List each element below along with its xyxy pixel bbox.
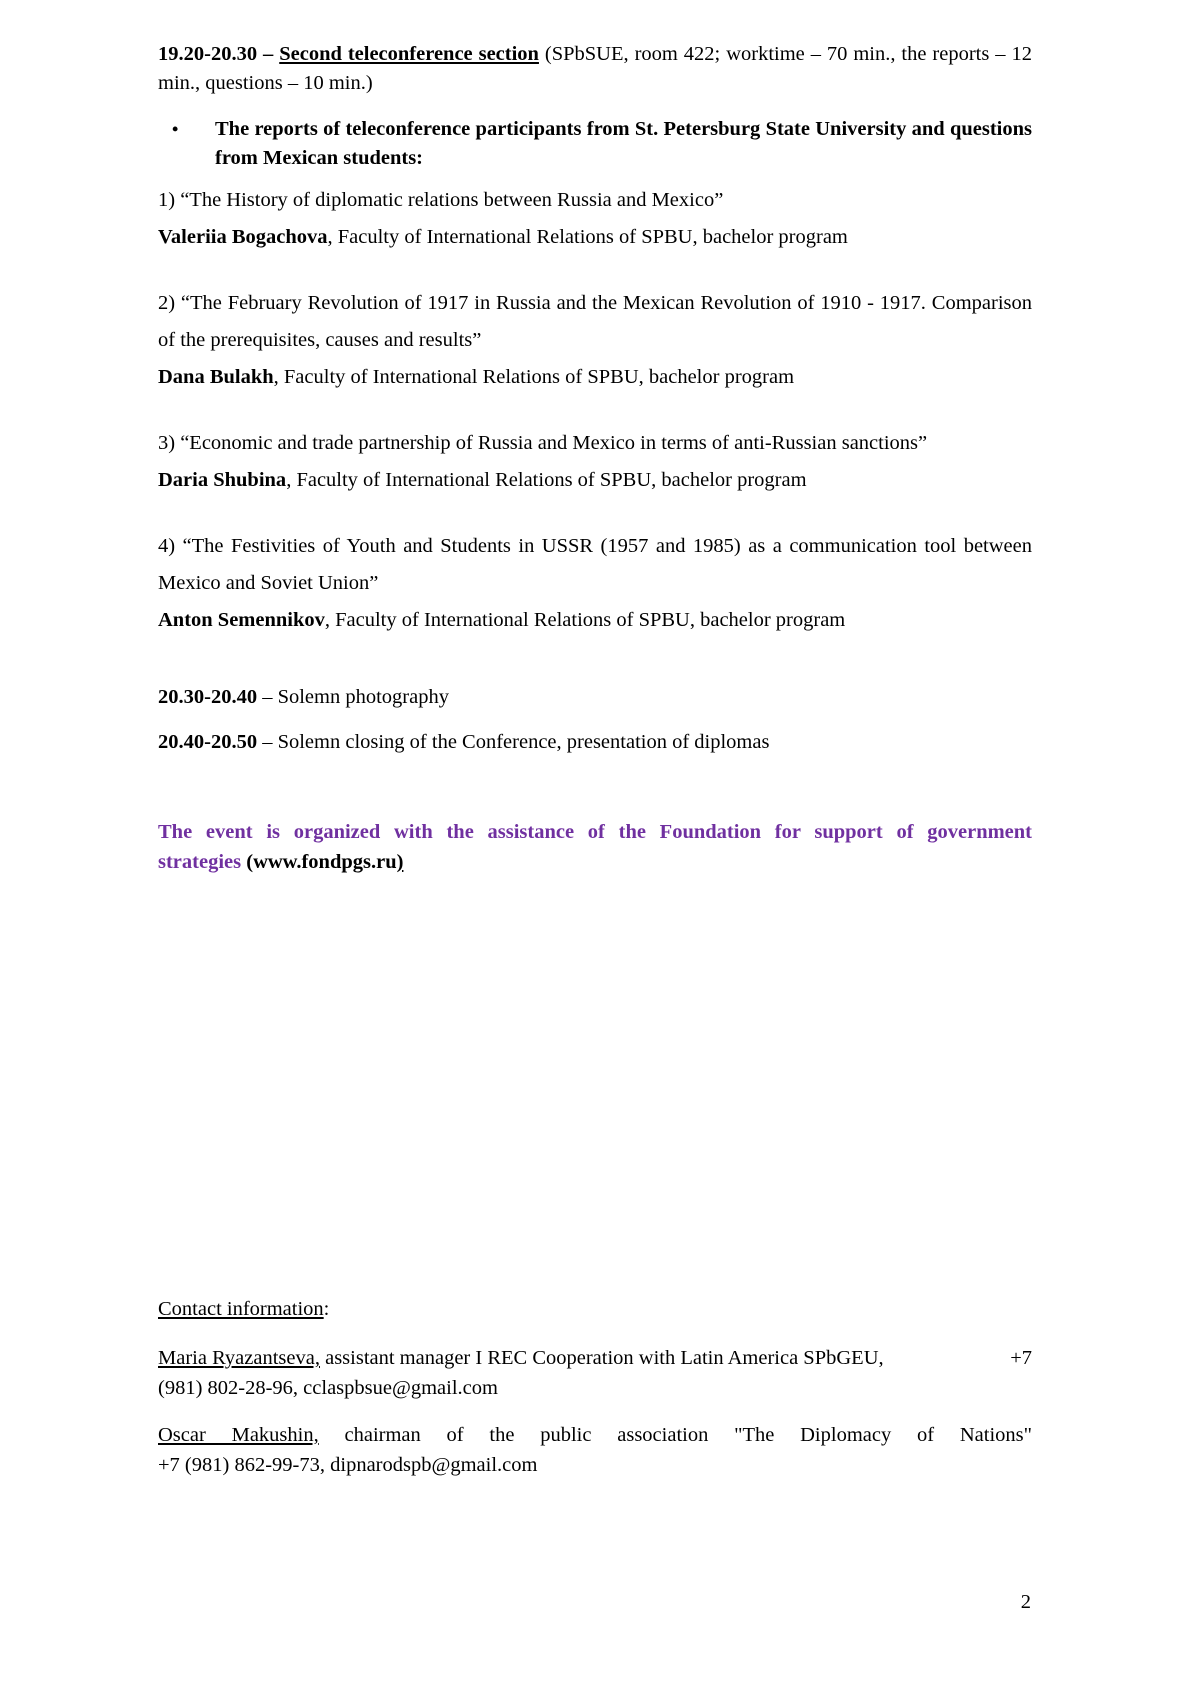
report-author-line bbox=[158, 462, 1032, 499]
time-range: 19.20-20.30 bbox=[158, 43, 258, 65]
schedule-text: – Solemn photography bbox=[257, 686, 449, 708]
contact-name: Maria Ryazantseva, bbox=[158, 1347, 320, 1369]
contact-heading-colon: : bbox=[323, 1298, 330, 1320]
section-details: (SPbSUE, room 422; worktime – 70 min., the reports – 12 min., questions – 10 min.) bbox=[158, 43, 1032, 94]
paren-close: ) bbox=[396, 851, 404, 873]
report-title: 3) “Economic and trade partnership of Russia and Mexico in terms of anti-Russian sanctions” bbox=[158, 432, 928, 454]
bullet-item bbox=[158, 115, 1032, 173]
contact-role: assistant manager I REC Cooperation with Latin America SPbGEU, bbox=[319, 1347, 884, 1369]
author-name: Anton Semennikov bbox=[158, 609, 325, 631]
author-affiliation: , Faculty of International Relations of SPBU, bachelor program bbox=[327, 226, 848, 248]
report-author-line bbox=[158, 359, 1032, 396]
page-number: 2 bbox=[1020, 1591, 1031, 1613]
contact-maria-line1 bbox=[158, 1343, 1032, 1373]
contact-oscar-line2: +7 (981) 862-99-73, dipnarodspb@gmail.com bbox=[158, 1454, 538, 1476]
contact-maria-left bbox=[158, 1343, 884, 1373]
report-item bbox=[158, 285, 1032, 396]
report-author-line bbox=[158, 602, 1032, 639]
contact-phone-code: +7 bbox=[1010, 1347, 1032, 1369]
report-item bbox=[158, 182, 1032, 256]
bullet-text: The reports of teleconference participants from St. Petersburg State University and questions from Mexican students: bbox=[215, 118, 1032, 169]
schedule-time: 20.30-20.40 bbox=[158, 686, 258, 708]
schedule-heading bbox=[158, 40, 1032, 98]
report-title: 4) “The Festivities of Youth and Students in USSR (1957 and 1985) as a communication tool between Mexico and Soviet Union” bbox=[158, 535, 1032, 594]
contact-oscar-line1 bbox=[158, 1420, 1032, 1450]
author-name: Dana Bulakh bbox=[158, 366, 274, 388]
schedule-time: 20.40-20.50 bbox=[158, 731, 258, 753]
report-item bbox=[158, 425, 1032, 499]
contact-maria bbox=[158, 1343, 1032, 1403]
page-content bbox=[158, 40, 1032, 1480]
bullet-icon: • bbox=[172, 119, 179, 139]
author-affiliation: , Faculty of International Relations of SPBU, bachelor program bbox=[324, 609, 846, 631]
contact-role: chairman of the public association "The Diplomacy of Nations" bbox=[318, 1424, 1032, 1446]
author-affiliation: , Faculty of International Relations of SPBU, bachelor program bbox=[273, 366, 795, 388]
contact-maria-line2: (981) 802-28-96, cclaspbsue@gmail.com bbox=[158, 1377, 498, 1399]
author-name: Valeriia Bogachova bbox=[158, 226, 328, 248]
contact-oscar bbox=[158, 1420, 1032, 1480]
schedule-text: – Solemn closing of the Conference, presentation of diplomas bbox=[257, 731, 770, 753]
paren-open: ( bbox=[241, 851, 254, 873]
author-name: Daria Shubina bbox=[158, 469, 287, 491]
contact-section bbox=[158, 1295, 1032, 1480]
vertical-spacer bbox=[158, 877, 1032, 1295]
foundation-url: www.fondpgs.ru bbox=[253, 851, 397, 873]
foundation-line2 bbox=[158, 847, 1032, 877]
report-author-line bbox=[158, 219, 1032, 256]
section-title: Second teleconference section bbox=[279, 43, 539, 65]
contact-name: Oscar Makushin, bbox=[158, 1424, 319, 1446]
schedule-item bbox=[158, 683, 1032, 712]
heading-dash: – bbox=[257, 43, 280, 65]
contact-heading bbox=[158, 1295, 1032, 1324]
author-affiliation: , Faculty of International Relations of SPBU, bachelor program bbox=[286, 469, 807, 491]
foundation-accent: strategies bbox=[158, 851, 242, 873]
report-item bbox=[158, 528, 1032, 639]
foundation-note bbox=[158, 817, 1032, 877]
report-title: 2) “The February Revolution of 1917 in Russia and the Mexican Revolution of 1910 - 1917. Comparison of the prerequisites, causes and results” bbox=[158, 292, 1032, 351]
report-title: 1) “The History of diplomatic relations between Russia and Mexico” bbox=[158, 189, 724, 211]
contact-heading-text: Contact information bbox=[158, 1298, 324, 1320]
foundation-line1: The event is organized with the assistance of the Foundation for support of government bbox=[158, 821, 1032, 843]
schedule-item bbox=[158, 728, 1032, 757]
